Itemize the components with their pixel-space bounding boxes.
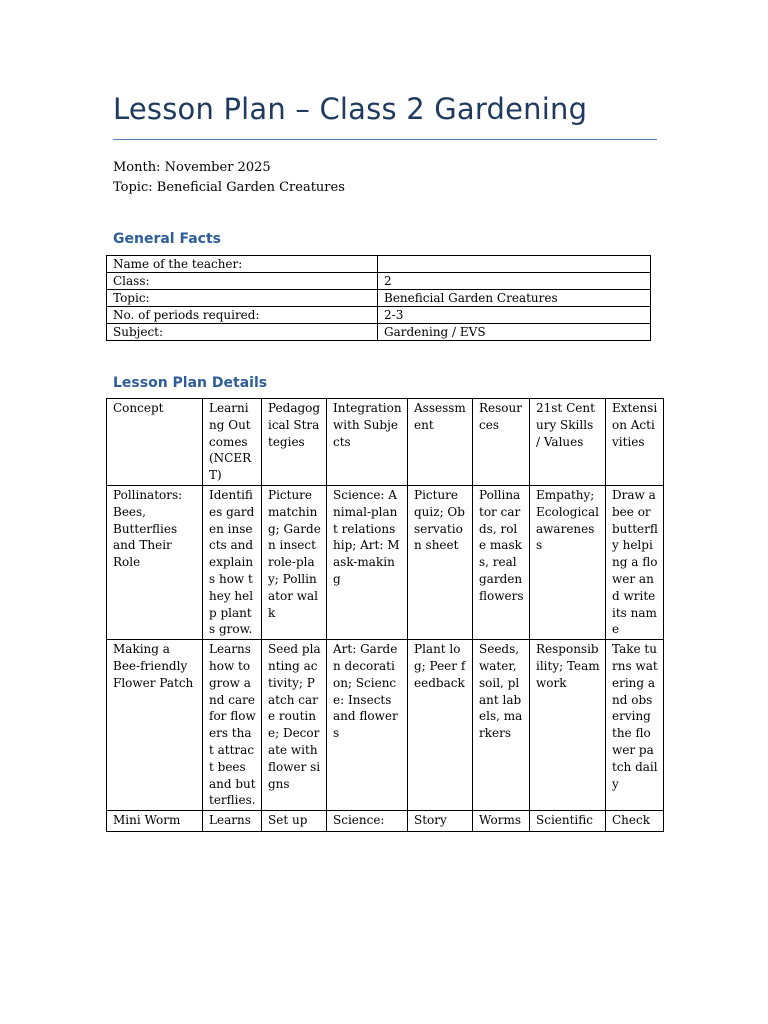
column-header-assessment: Assessment bbox=[408, 399, 473, 486]
cell-outcomes: Identifies garden insects and explains how they help plants grow. bbox=[203, 485, 262, 639]
table-row bbox=[107, 811, 664, 832]
facts-value: Gardening / EVS bbox=[378, 324, 651, 341]
facts-label: Subject: bbox=[107, 324, 378, 341]
cell-integration: Science: Animal-plant relationship; Art: Mask-making bbox=[327, 485, 408, 639]
cell-pedagogy: Picture matching; Garden insect role-play; Pollinator walk bbox=[262, 485, 327, 639]
cell-assessment: Picture quiz; Observation sheet bbox=[408, 485, 473, 639]
facts-value: 2 bbox=[378, 273, 651, 290]
lesson-details-table bbox=[106, 398, 664, 832]
cell-resources: Seeds, water, soil, plant labels, markers bbox=[473, 640, 530, 811]
cell-resources: Pollinator cards, role masks, real garden flowers bbox=[473, 485, 530, 639]
topic-line: Topic: Beneficial Garden Creatures bbox=[113, 180, 345, 195]
cell-extension: Take turns watering and observing the flower patch daily bbox=[606, 640, 664, 811]
column-header-extension: Extension Activities bbox=[606, 399, 664, 486]
cell-skills: Empathy; Ecological awareness bbox=[530, 485, 606, 639]
column-header-skills: 21st Century Skills / Values bbox=[530, 399, 606, 486]
cell-pedagogy: Set up bbox=[262, 811, 327, 832]
cell-skills: Scientific bbox=[530, 811, 606, 832]
cell-assessment: Story bbox=[408, 811, 473, 832]
cell-integration: Art: Garden decoration; Science: Insects and flowers bbox=[327, 640, 408, 811]
cell-extension: Check bbox=[606, 811, 664, 832]
cell-pedagogy: Seed planting activity; Patch care routine; Decorate with flower signs bbox=[262, 640, 327, 811]
month-line: Month: November 2025 bbox=[113, 160, 271, 175]
facts-label: Topic: bbox=[107, 290, 378, 307]
column-header-pedagogy: Pedagogical Strategies bbox=[262, 399, 327, 486]
cell-outcomes: Learns how to grow and care for flowers that attract bees and butterflies. bbox=[203, 640, 262, 811]
column-header-concept: Concept bbox=[107, 399, 203, 486]
column-header-outcomes: Learning Outcomes (NCERT) bbox=[203, 399, 262, 486]
cell-skills: Responsibility; Teamwork bbox=[530, 640, 606, 811]
cell-resources: Worms bbox=[473, 811, 530, 832]
cell-concept: Pollinators: Bees, Butterflies and Their Role bbox=[107, 485, 203, 639]
page-title: Lesson Plan – Class 2 Gardening bbox=[113, 92, 588, 126]
cell-outcomes: Learns bbox=[203, 811, 262, 832]
cell-integration: Science: bbox=[327, 811, 408, 832]
facts-value: Beneficial Garden Creatures bbox=[378, 290, 651, 307]
facts-label: Name of the teacher: bbox=[107, 256, 378, 273]
facts-value: 2-3 bbox=[378, 307, 651, 324]
table-row bbox=[107, 485, 664, 639]
details-header-row bbox=[107, 399, 664, 486]
facts-label: No. of periods required: bbox=[107, 307, 378, 324]
table-row bbox=[107, 640, 664, 811]
column-header-integration: Integration with Subjects bbox=[327, 399, 408, 486]
cell-extension: Draw a bee or butterfly helping a flower and write its name bbox=[606, 485, 664, 639]
column-header-resources: Resources bbox=[473, 399, 530, 486]
lesson-details-heading: Lesson Plan Details bbox=[113, 375, 268, 391]
cell-concept: Making a Bee-friendly Flower Patch bbox=[107, 640, 203, 811]
general-facts-heading: General Facts bbox=[113, 231, 221, 247]
cell-assessment: Plant log; Peer feedback bbox=[408, 640, 473, 811]
cell-concept: Mini Worm bbox=[107, 811, 203, 832]
facts-label: Class: bbox=[107, 273, 378, 290]
